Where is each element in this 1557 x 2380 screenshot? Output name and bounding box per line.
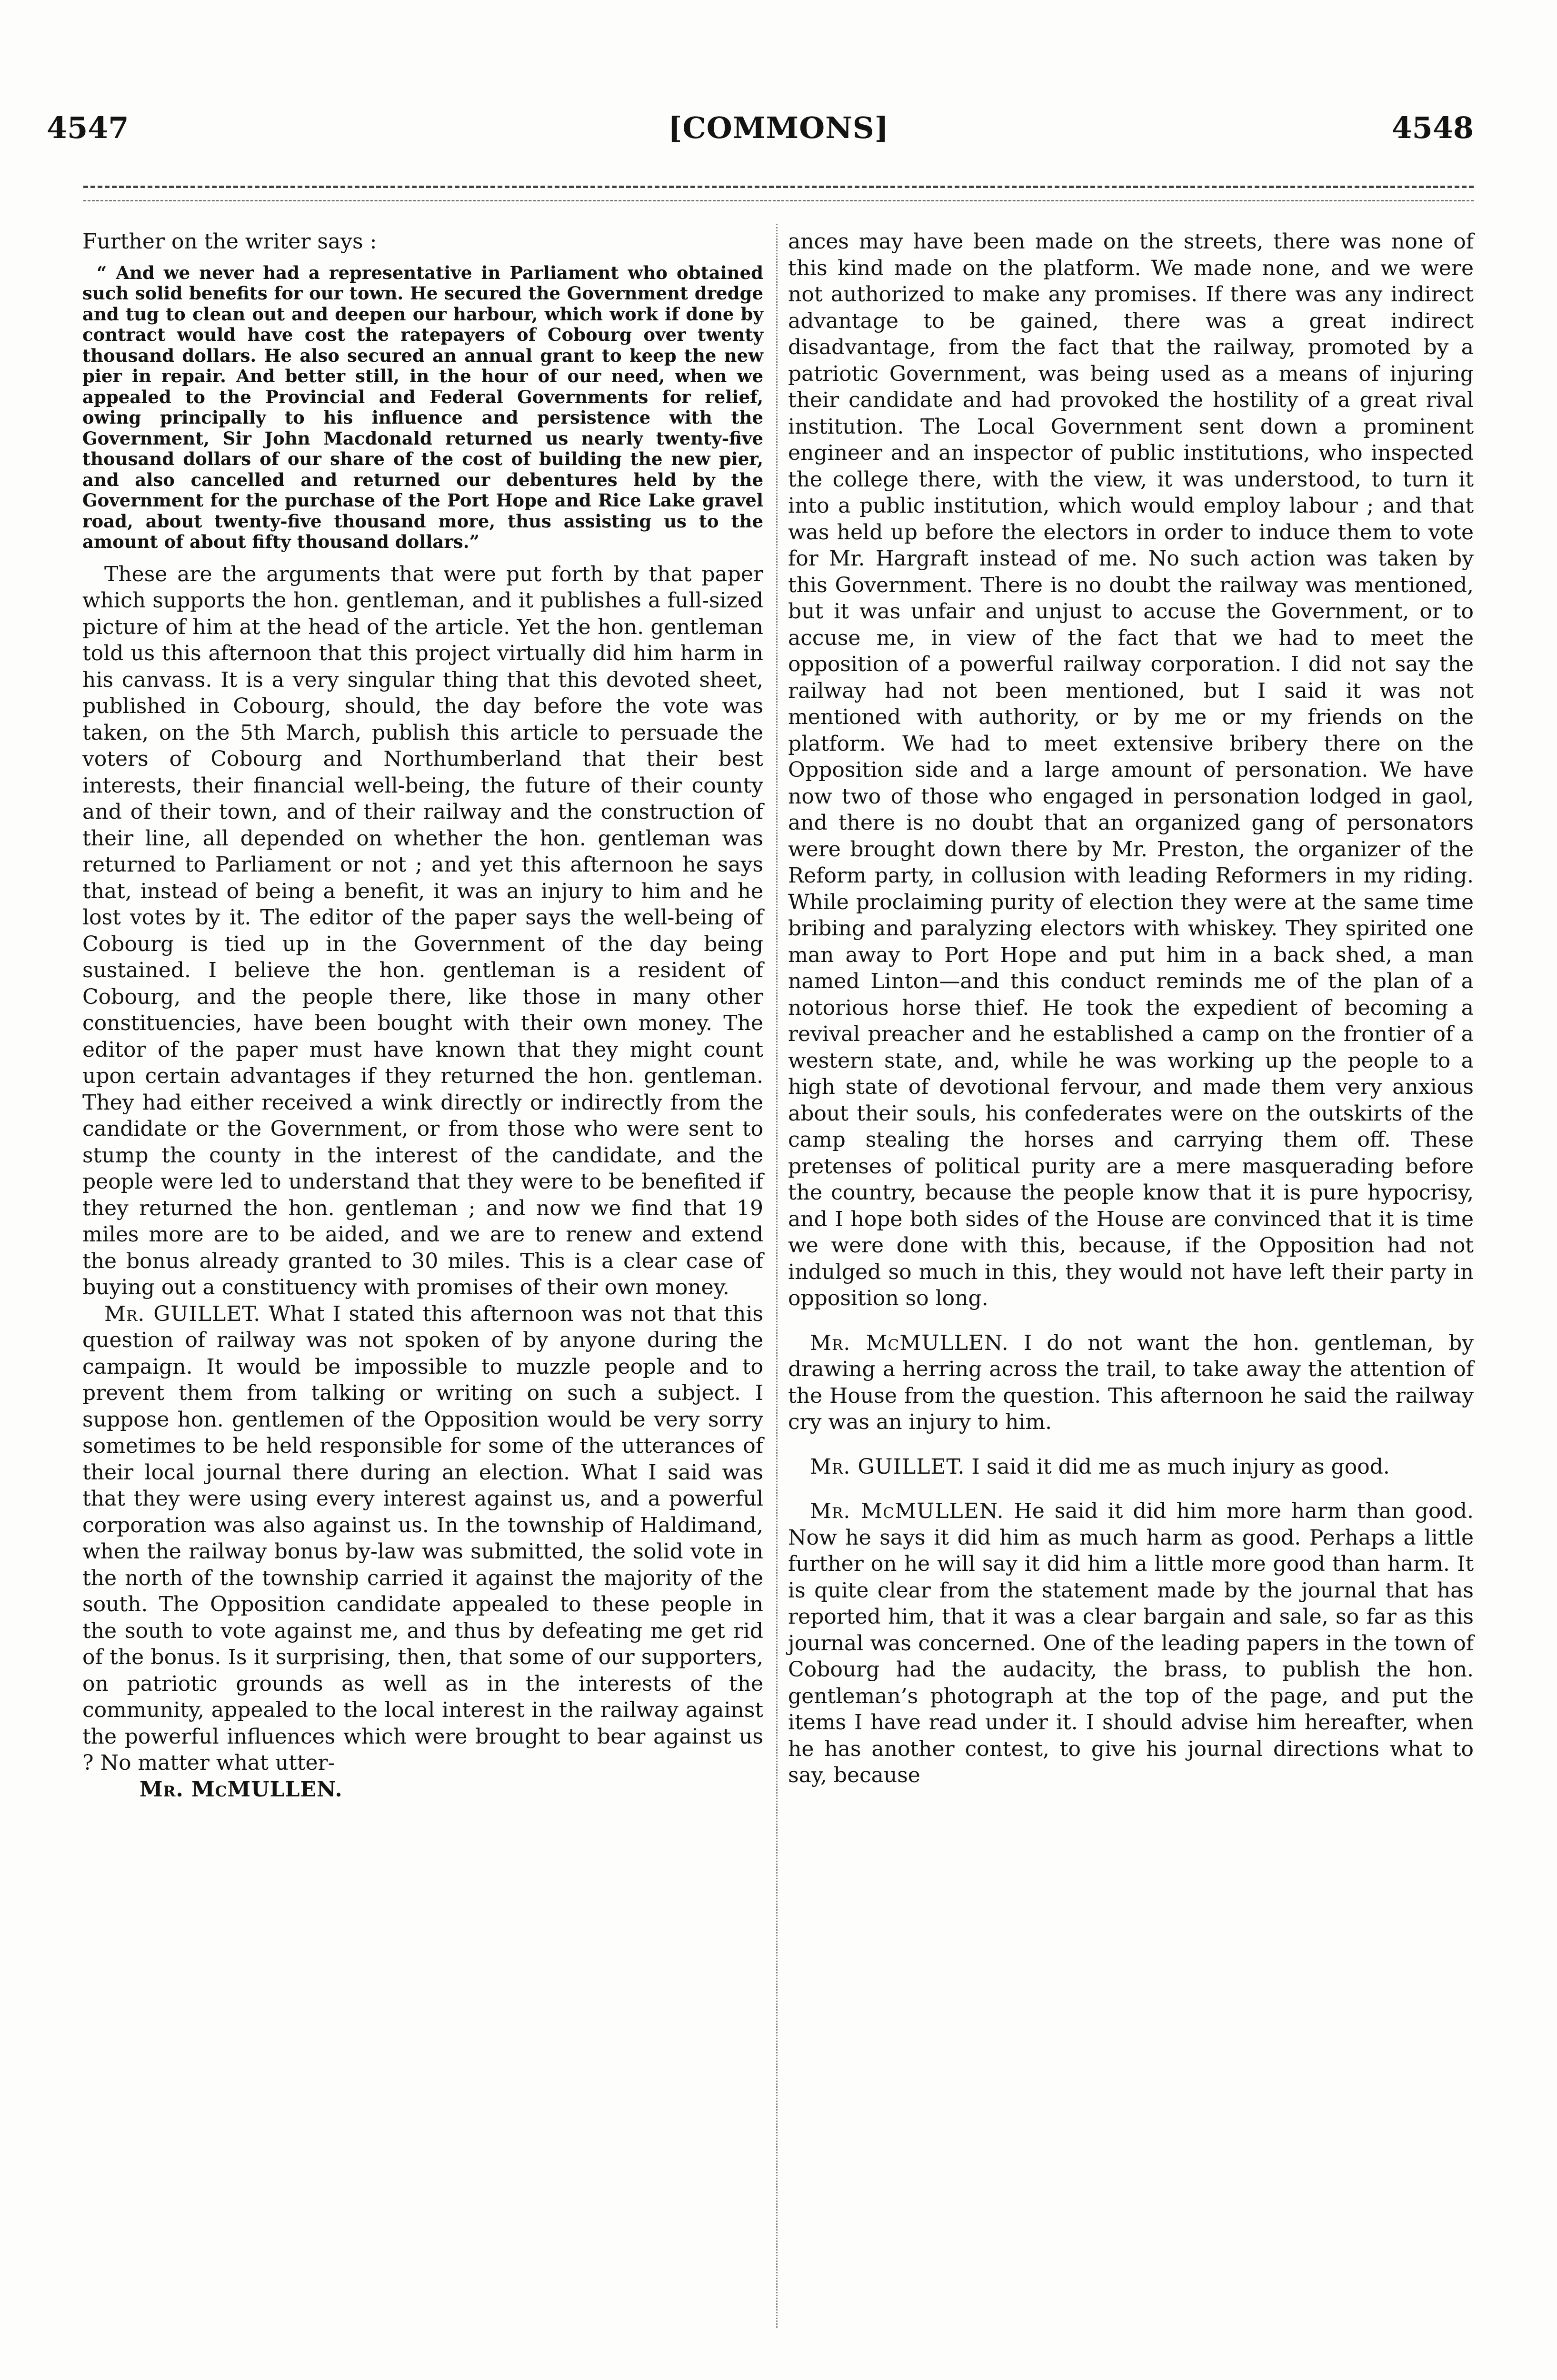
page-title: [COMMONS] bbox=[668, 110, 889, 145]
speaker-name: Mr. GUILLET. bbox=[810, 1454, 965, 1479]
paragraph: ances may have been made on the streets, there was none of this kind made on the platform. We made none, and we were not authorized to make any promises. If there was any indirect advantage to be gained, there was a great indirect disadvantage, from the fact that the railway, promoted by a patriotic Government, was being used as a means of injuring their candidate and had provoked the hostility of a great rival institution. The Local Government sent down a prominent engineer and an inspector of public institutions, who inspected the college there, with the view, it was understood, to turn it into a public institution, which would employ labour ; and that was held up before the electors in order to induce them to vote for Mr. Hargraft instead of me. No such action was taken by this Government. There is no doubt the railway was mentioned, but it was unfair and unjust to accuse the Government, or to accuse me, in view of the fact that we had to meet the opposition of a powerful railway corporation. I did not say the railway had not been mentioned, but I said it was not mentioned with authority, or by me or my friends on the platform. We had to meet extensive bribery there on the Opposition side and a large amount of personation. We have now two of those who engaged in personation lodged in gaol, and there is no doubt that an organized gang of personators were brought down there by Mr. Preston, the organizer of the Reform party, in collusion with leading Reformers in my riding. While proclaiming purity of election they were at the same time bribing and paralyzing electors with whiskey. They spirited one man away to Port Hope and put him in a back shed, a man named Linton—and this conduct reminds me of the plan of a notorious horse thief. He took the expedient of becoming a revival preacher and he established a camp on the frontier of a western state, and, while he was working up the people to a high state of devotional fervour, and made them very anxious about their souls, his confederates were on the outskirts of the camp stealing the horses and carrying them off. These pretenses of political purity are a mere masquerading before the country, because the people know that it is pure hypocrisy, and I hope both sides of the House are convinced that it is time we were done with this, because, if the Opposition had not indulged so much in this, they would not have left their party in opposition so long. bbox=[788, 229, 1474, 1310]
intro-line: Further on the writer says : bbox=[82, 229, 377, 254]
right-column bbox=[788, 228, 1474, 1807]
column-divider bbox=[776, 224, 778, 2328]
speaker-name: Mr. McMULLEN. bbox=[810, 1499, 1004, 1523]
page-number-right: 4548 bbox=[1391, 110, 1474, 145]
speech-guillet bbox=[788, 1454, 1474, 1480]
speaker-name: Mr. GUILLET. bbox=[104, 1301, 261, 1326]
quoted-article: “ And we never had a representative in Parliament who obtained such solid benefits for our town. He secured the Government dredge and tug to clean out and deepen our harbour, which work if done by contract would have cost the ratepayers of Cobourg over twenty thousand dollars. He also secured an annual grant to keep the new pier in repair. And better still, in the hour of our need, when we appealed to the Provincial and Federal Governments for relief, owing principally to his influence and persistence with the Government, Sir John Macdonald returned us nearly twenty-five thousand dollars of our share of the cost of building the new pier, and also cancelled and returned our debentures held by the Government for the purchase of the Port Hope and Rice Lake gravel road, about twenty-five thousand more, thus assisting us to the amount of about fifty thousand dollars.” bbox=[82, 262, 763, 552]
header-rule bbox=[83, 186, 1474, 188]
speaker-name: Mr. McMULLEN. bbox=[810, 1330, 1009, 1355]
left-column bbox=[82, 228, 763, 1803]
page-header bbox=[0, 110, 1557, 163]
header-rule-secondary bbox=[83, 200, 1474, 201]
speech-mcmullen bbox=[788, 1498, 1474, 1789]
speech-text: What I stated this afternoon was not that this question of railway was not spoken of by anyone during the campaign. It would be impossible to muzzle people and to prevent them from talking or writing on such a subject. I suppose hon. gentlemen of the Opposition would be very sorry sometimes to be held responsible for some of the utterances of their local journal there during an election. What I said was that they were using every interest against us, and a powerful corporation was also against us. In the township of Haldimand, when the railway bonus by-law was submitted, the solid vote in the north of the township carried it against the majority of the south. The Opposition candidate appealed to these people in the south to vote against me, and thus by defeating me get rid of the bonus. Is it surprising, then, that some of our supporters, on patriotic grounds as well as in the interests of the community, appealed to the local interest in the railway against the powerful influences which were brought to bear against us ? No matter what utter- bbox=[82, 1301, 763, 1775]
page-number-left: 4547 bbox=[47, 110, 129, 145]
speech-text: I do not want the hon. gentleman, by drawing a herring across the trail, to take away the attention of the House from the question. This afternoon he said the railway cry was an injury to him. bbox=[788, 1330, 1474, 1434]
speech-text: I said it did me as much injury as good. bbox=[971, 1454, 1390, 1479]
speech-text: He said it did him more harm than good. Now he says it did him as much harm as good. Perhaps a little further on he will say it did him a little more good than harm. It is quite clear from the statement made by the journal that has reported him, that it was a clear bargain and sale, so far as this journal was concerned. One of the leading papers in the town of Cobourg had the audacity, the brass, to publish the hon. gentleman’s photograph at the top of the page, and put the items I have read under it. I should advise him hereafter, when he has another contest, to give his journal directions what to say, because bbox=[788, 1499, 1474, 1787]
speech-mcmullen bbox=[788, 1330, 1474, 1436]
speech-guillet bbox=[82, 1301, 763, 1776]
paragraph: These are the arguments that were put forth by that paper which supports the hon. gentleman, and it publishes a full-sized picture of him at the head of the article. Yet the hon. gentleman told us this afternoon that this project virtually did him harm in his canvass. It is a very singular thing that this devoted sheet, published in Cobourg, should, the day before the vote was taken, on the 5th March, publish this article to persuade the voters of Cobourg and Northumberland that their best interests, their financial well-being, the future of their county and of their town, and of their railway and the construction of their line, all depended on whether the hon. gentleman was returned to Parliament or not ; and yet this afternoon he says that, instead of being a benefit, it was an injury to him and he lost votes by it. The editor of the paper says the well-being of Cobourg is tied up in the Government of the day being sustained. I believe the hon. gentleman is a resident of Cobourg, and the people there, like those in many other constituencies, have been bought with their own money. The editor of the paper must have known that they might count upon certain advantages if they returned the hon. gentleman. They had either received a wink directly or indirectly from the candidate or the Government, or from those who were sent to stump the county in the interest of the candidate, and the people were led to understand that they were to be benefited if they returned the hon. gentleman ; and now we find that 19 miles more are to be aided, and we are to renew and extend the bonus already granted to 30 miles. This is a clear case of buying out a constituency with promises of their own money. bbox=[82, 562, 763, 1299]
footer-speaker: Mr. McMULLEN. bbox=[140, 1777, 343, 1802]
